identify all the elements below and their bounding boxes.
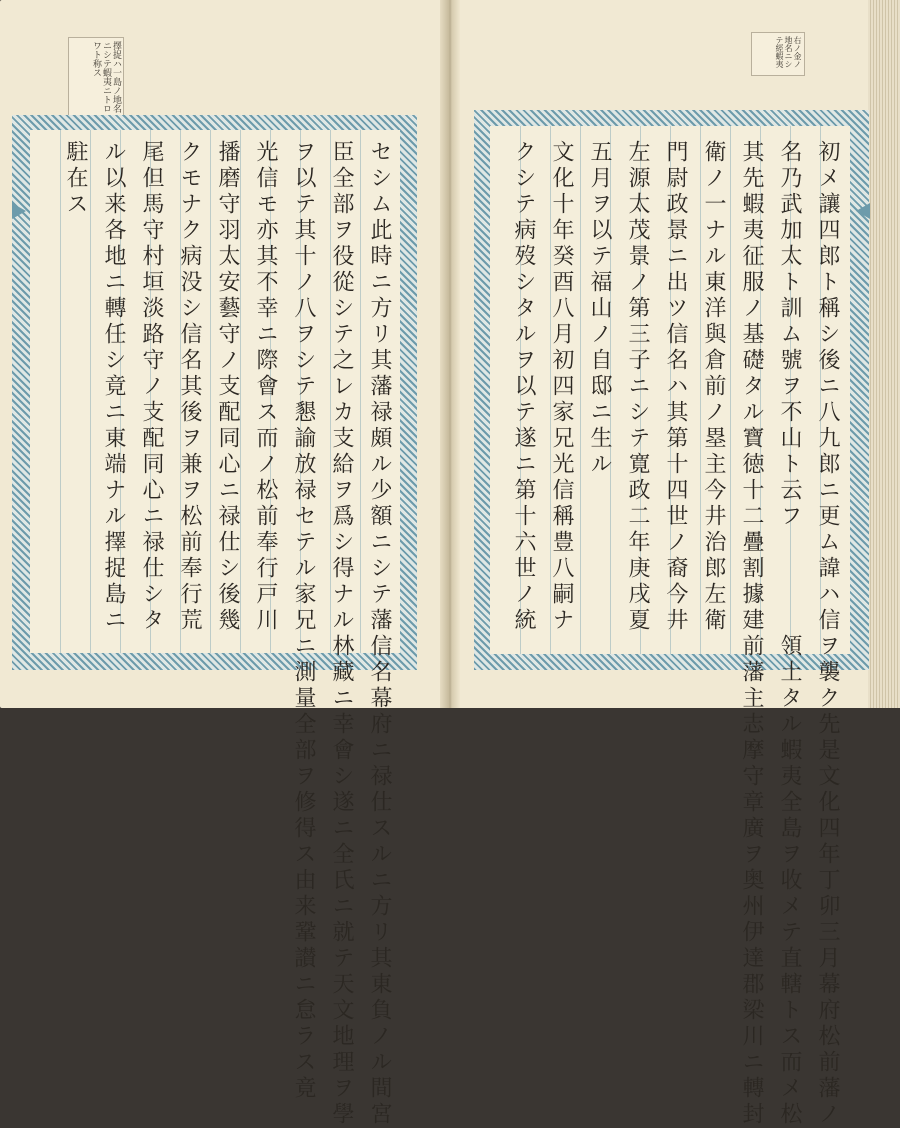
text-column: 林藏ニ幸會シ遂ニ全氏ニ就テ天文地理ヲ學	[329, 634, 354, 1128]
text-column: 其先蝦夷征服ノ基礎タル寶徳十二疊割據建	[739, 140, 764, 634]
text-column: 播磨守羽太安藝守ノ支配同心ニ禄仕シ後幾	[215, 140, 240, 634]
right-body-text	[496, 140, 846, 1128]
text-column: 五月ヲ以テ福山ノ自邸ニ生ル	[587, 140, 612, 478]
right-margin-note: 右ノ金ノ地名ニシテ經蝦夷	[751, 32, 805, 76]
text-column: 信名幕府ニ禄仕スルニ方リ其東負ノル間宮	[367, 634, 392, 1128]
text-column: ル以来各地ニ轉任シ竟ニ東端ナル擇捉島ニ	[101, 140, 126, 634]
text-column: 駐在ス	[63, 140, 88, 218]
text-column: ヲ襲ク先是文化四年丁卯三月幕府松前藩ノ	[815, 634, 840, 1128]
text-column: 文化十年癸酉八月初四家兄光信稱豊八嗣ナ	[549, 140, 574, 634]
book-gutter	[440, 0, 460, 708]
page-edges	[868, 0, 900, 708]
text-column: 光信モ亦其不幸ニ際會ス而ノ松前奉行戸川	[253, 140, 278, 634]
text-column: ヲ以テ其十ノ八ヲシテ懇諭放禄セテル家兄	[291, 140, 316, 634]
text-column: 前藩主志摩守章廣ヲ奥州伊達郡梁川ニ轉封	[739, 634, 764, 1128]
left-body-text	[36, 140, 398, 1128]
left-margin-note: 擇捉ハ一島ノ地名ニシテ蝦夷ニトロワト称ス	[68, 37, 124, 125]
left-fishtail-mark	[12, 203, 26, 219]
text-column: 初メ讓四郎ト稱シ後ニ八九郎ニ更ム諱ハ信	[815, 140, 840, 634]
text-column: 門尉政景ニ出ツ信名ハ其第十四世ノ裔今井	[663, 140, 688, 634]
text-column: 領土タル蝦夷全島ヲ收メテ直轄トス而メ松	[777, 634, 802, 1128]
text-column: クモナク病没シ信名其後ヲ兼ヲ松前奉行荒	[177, 140, 202, 634]
text-column: 名乃武加太ト訓ム號ヲ不山ト云フ	[777, 140, 802, 530]
text-column: 臣全部ヲ役從シテ之レカ支給ヲ爲シ得ナル	[329, 140, 354, 634]
text-column: 左源太茂景ノ第三子ニシテ寛政二年庚戌夏	[625, 140, 650, 634]
text-column: ニ測量全部ヲ修得ス由来鞏讃ニ怠ラス竟	[291, 634, 316, 1102]
text-column: 衛ノ一ナル東洋與倉前ノ塁主今井治郎左衛	[701, 140, 726, 634]
text-column: クシテ病歿シタルヲ以テ遂ニ第十六世ノ統	[511, 140, 536, 634]
text-column: 尾但馬守村垣淡路守ノ支配同心ニ禄仕シタ	[139, 140, 164, 634]
text-column: セシム此時ニ方リ其藩禄頗ル少額ニシテ藩	[367, 140, 392, 634]
right-fishtail-mark	[856, 203, 870, 219]
